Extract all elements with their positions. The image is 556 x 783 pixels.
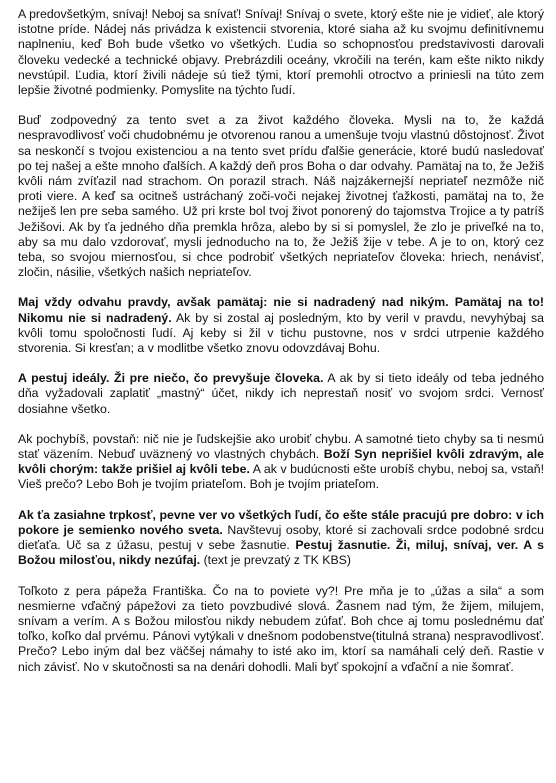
text-run: Buď zodpovedný za tento svet a za život každého človeka. Mysli na to, že každá nespravodlivosť voči chudobnému je otvorenou ranou a umenšuje tvoju vlastnú dôstojnosť. Život sa neskončí s tvojou existenciou a na tento svet prídu ďalšie generácie, ktoré budú nasledovať po tej našej a ešte mnoho ďalších. A každý deň pros Boha o dar odvahy. Pamätaj na to, že Ježiš kvôli nám zvíťazil nad strachom. On porazil strach. Náš najzákernejší nepriateľ nezmôže nič proti viere. A keď sa ocitneš ustráchaný zoči-voči nejakej životnej ťažkosti, pamätaj na to, že nežiješ len pre seba samého. Už pri krste bol tvoj život ponorený do tajomstva Trojice a ty patríš Ježišovi. Ak by ťa jedného dňa premkla hrôza, alebo by si si pomyslel, že zlo je priveľké na to, aby sa mu dalo vzdorovať, mysli jednoducho na to, že Ježiš žije v tebe. A je to on, ktorý cez teba, so svojou miernosťou, si chce podrobiť všetkých nepriateľov človeka: hriech, nenávisť, zločin, násilie, všetkých našich nepriateľov. bbox=[18, 113, 544, 280]
text-run: Navštevuj osoby, ktoré si zachovali srdce podobné srdcu dieťaťa. Uč sa z úžasu, pestuj v sebe žasnutie. bbox=[18, 522, 544, 553]
bold-text-run: Boží Syn neprišiel kvôli zdravým, ale kvôli chorým: takže prišiel aj kvôli tebe. bbox=[18, 447, 544, 477]
paragraph-4 bbox=[18, 371, 544, 417]
bold-text-run: Ak ťa zasiahne trpkosť, pevne ver vo všetkých ľudí, čo ešte stále pracujú pre dobro: v ich pokore je semienko nového sveta. bbox=[18, 507, 544, 537]
paragraph-5 bbox=[18, 432, 544, 493]
bold-text-run: Maj vždy odvahu pravdy, avšak pamätaj: nie si nadradený nad nikým. Pamätaj na to! Nikomu nie si nadradený. bbox=[18, 295, 544, 325]
text-run: A predovšetkým, snívaj! Neboj sa snívať! Snívaj! Snívaj o svete, ktorý ešte nie je vidieť, ale ktorý istotne príde. Nádej nás privádza k existencii stvorenia, ktoré siaha až ku svojmu definitívnemu naplneniu, keď Boh bude všetko vo všetkých. Ľudia so schopnosťou predstavivosti darovali človeku vedecké a technické objavy. Prebrázdili oceány, vkročili na terén, kam ešte nikto nikdy nevstúpil. Ľudia, ktorí živili nádeje sú tiež tými, ktorí premohli otroctvo a priniesli na túto zem lepšie životné podmienky. Pomyslite na týchto ľudí. bbox=[18, 7, 544, 98]
text-run: A ak v budúcnosti ešte urobíš chybu, neboj sa, vstaň! Vieš prečo? Lebo Boh je tvojím priateľom. Boh je tvojím priateľom. bbox=[18, 462, 545, 492]
bold-text-run: Pestuj žasnutie. Ži, miluj, snívaj, ver. A s Božou milosťou, nikdy nezúfaj. bbox=[18, 538, 544, 568]
paragraph-3 bbox=[18, 295, 544, 356]
text-run: Ak by si zostal aj posledným, kto by veril v pravdu, nevyhýbaj sa kvôli tomu spoločnosti ľudí. Aj keby si žil v tichu pustovne, nos v srdci utrpenie každého stvorenia. Si kresťan; a v modlitbe všetko znovu odovzdávaj Bohu. bbox=[18, 310, 545, 356]
text-run: Ak pochybíš, povstaň: nič nie je ľudskejšie ako urobiť chybu. A samotné tieto chyby sa ti nesmú stať väzením. Nebuď uväznený vo vlastných chybách. bbox=[18, 431, 544, 462]
text-run: Toľkoto z pera pápeža Františka. Čo na to poviete vy?! Pre mňa je to „úžas a sila“ a som nesmierne vďačný pápežovi za tieto povzbudivé slová. Žasnem nad tým, že žijem, milujem, snívam a verím. A s Božou milosťou nikdy nebudem zúfať. Boh chce aj tomu poslednému dať toľko, koľko dal prvému. Pánovi vytýkali v dnešnom podobenstve(titulná strana) nespravodlivosť. Prečo? Lebo iným dal bez väčšej námahy to isté ako im, ktorí sa namáhali celý deň. Rastie v nich závisť. No v skutočnosti sa na denári dohodli. Mali byť spokojní a vďační a nie šomrať. bbox=[18, 583, 544, 674]
paragraph-1 bbox=[18, 7, 544, 98]
paragraph-2 bbox=[18, 113, 544, 280]
paragraph-7 bbox=[18, 584, 544, 675]
text-run: (text je prevzatý z TK KBS) bbox=[200, 553, 351, 568]
bold-text-run: A pestuj ideály. Ži pre niečo, čo prevyšuje človeka. bbox=[18, 371, 324, 386]
paragraph-6 bbox=[18, 508, 544, 569]
text-run: A ak by si tieto ideály od teba jedného dňa vyžadovali zaplatiť „mastný“ účet, nikdy ich neprestaň nosiť vo svojom srdci. Vernosť dosiahne všetko. bbox=[18, 371, 544, 416]
